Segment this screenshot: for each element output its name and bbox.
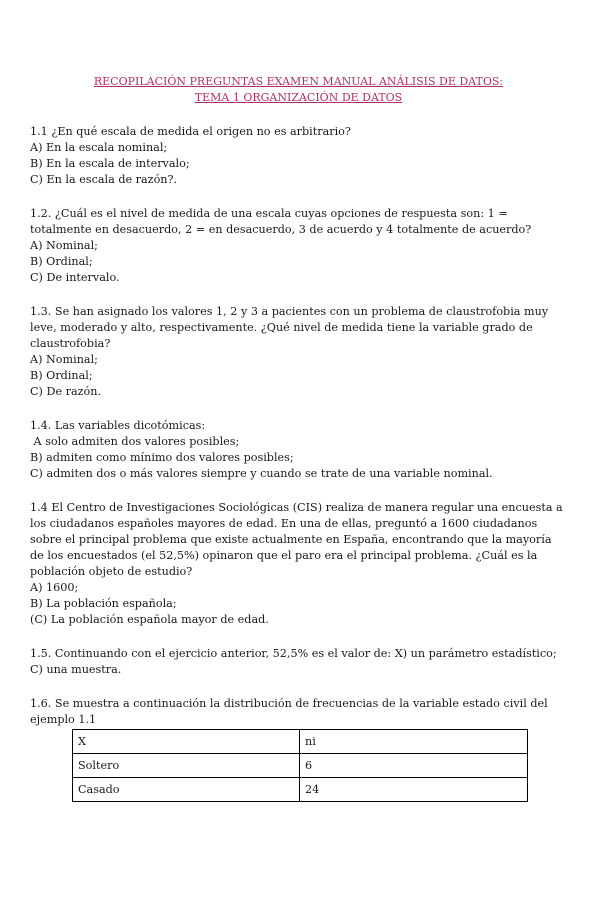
question-1-4-dicotomicas — [30, 418, 567, 482]
question-1-2 — [30, 206, 567, 286]
question-text: 1.2. ¿Cuál es el nivel de medida de una escala cuyas opciones de respuesta son: 1 = totalmente en desacuerdo, 2 = en desacuerdo, 3 de acuerdo y 4 totalmente de acuerdo? — [30, 207, 532, 236]
option-b: B) admiten como mínimo dos valores posibles; — [30, 451, 294, 464]
table-header-cell: X — [73, 730, 300, 754]
table-cell: 6 — [300, 754, 528, 778]
question-1-1 — [30, 124, 567, 188]
option-a: A) En la escala nominal; — [30, 141, 168, 154]
document-page — [0, 74, 600, 922]
question-1-5 — [30, 646, 567, 678]
option-c: (C) La población española mayor de edad. — [30, 613, 269, 626]
option-a: A) Nominal; — [30, 353, 98, 366]
question-1-4-cis — [30, 500, 567, 628]
question-text: 1.1 ¿En qué escala de medida el origen no es arbitrario? — [30, 125, 351, 138]
option-a: A solo admiten dos valores posibles; — [30, 435, 240, 448]
question-text: 1.4. Las variables dicotómicas: — [30, 419, 206, 432]
option-b: B) En la escala de intervalo; — [30, 157, 190, 170]
option-c: C) De intervalo. — [30, 271, 120, 284]
option-c: C) En la escala de razón?. — [30, 173, 178, 186]
option-b: B) La población española; — [30, 597, 177, 610]
document-title — [30, 74, 567, 106]
table-cell: Soltero — [73, 754, 300, 778]
question-1-6 — [30, 696, 567, 728]
option-c: C) admiten dos o más valores siempre y cuando se trate de una variable nominal. — [30, 467, 493, 480]
option-a: A) 1600; — [30, 581, 79, 594]
table-row — [73, 778, 528, 802]
option-b: B) Ordinal; — [30, 255, 93, 268]
question-text: 1.6. Se muestra a continuación la distribución de frecuencias de la variable estado civil del ejemplo 1.1 — [30, 697, 548, 726]
table-header-row — [73, 730, 528, 754]
frequency-table — [72, 729, 528, 802]
table-cell: Casado — [73, 778, 300, 802]
option-a: A) Nominal; — [30, 239, 98, 252]
table-cell: 24 — [300, 778, 528, 802]
table-row — [73, 754, 528, 778]
title-line-2: TEMA 1 ORGANIZACIÓN DE DATOS — [194, 91, 403, 104]
title-line-1: RECOPILACIÓN PREGUNTAS EXAMEN MANUAL ANÁLISIS DE DATOS: — [93, 75, 504, 88]
option-b: B) Ordinal; — [30, 369, 93, 382]
table-header-cell: ni — [300, 730, 528, 754]
option-c: C) De razón. — [30, 385, 102, 398]
question-1-3 — [30, 304, 567, 400]
question-text: 1.5. Continuando con el ejercicio anterior, 52,5% es el valor de: X) un parámetro estadístico; C) una muestra. — [30, 647, 557, 676]
question-text: 1.3. Se han asignado los valores 1, 2 y 3 a pacientes con un problema de claustrofobia muy leve, moderado y alto, respectivamente. ¿Qué nivel de medida tiene la variable grado de claustrofobia? — [30, 305, 549, 350]
question-text: 1.4 El Centro de Investigaciones Sociológicas (CIS) realiza de manera regular una encuesta a los ciudadanos españoles mayores de edad. En una de ellas, preguntó a 1600 ciudadanos sobre el principal problema que existe actualmente en España, encontrando que la mayoría de los encuestados (el 52,5%) opinaron que el paro era el principal problema. ¿Cuál es la población objeto de estudio? — [30, 501, 563, 578]
